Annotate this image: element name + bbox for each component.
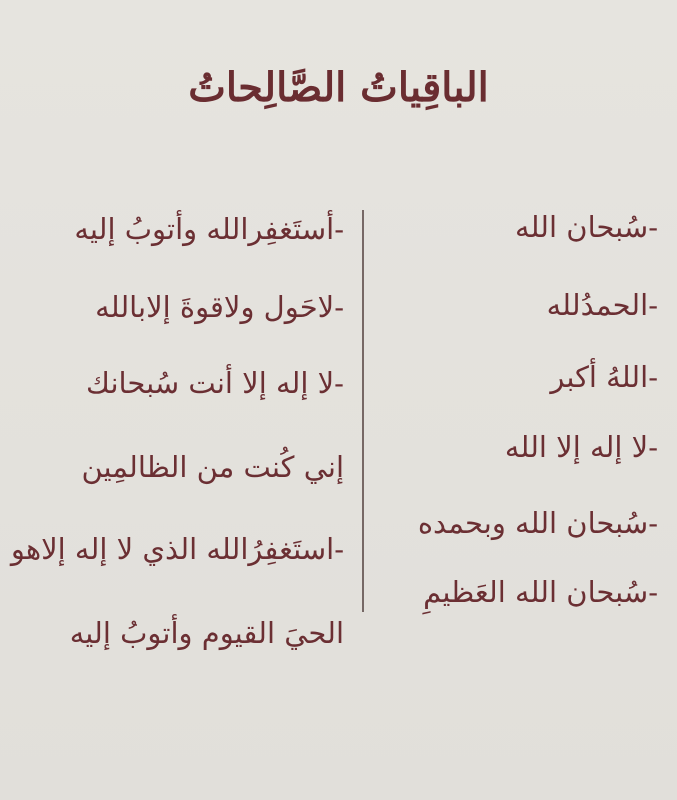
left-column	[10, 0, 344, 800]
dhikr-line: -اللهُ أكبر	[550, 360, 658, 394]
dhikr-line: -سُبحان الله العَظيمِ	[423, 575, 658, 609]
dhikr-line: -سُبحان الله	[515, 210, 658, 244]
dhikr-line: -سُبحان الله وبحمده	[417, 506, 658, 540]
dhikr-line: -استَغفِرُالله الذي لا إله إلاهو	[10, 532, 344, 566]
page-title: الباقِياتُ الصَّالِحاتُ	[188, 64, 489, 111]
column-divider	[362, 210, 364, 612]
dhikr-line: إني كُنت من الظالمِين	[81, 450, 344, 484]
dhikr-line: -لا إله إلا أنت سُبحانك	[86, 366, 344, 400]
dhikr-line: -أستَغفِرالله وأتوبُ إليه	[74, 212, 344, 246]
right-column	[380, 0, 658, 800]
dhikr-line: -لاحَول ولاقوةَ إلابالله	[95, 290, 344, 324]
dhikr-line: الحيَ القيوم وأتوبُ إليه	[69, 616, 344, 650]
dhikr-line: -الحمدُلله	[546, 288, 658, 322]
dhikr-line: -لا إله إلا الله	[504, 430, 658, 464]
